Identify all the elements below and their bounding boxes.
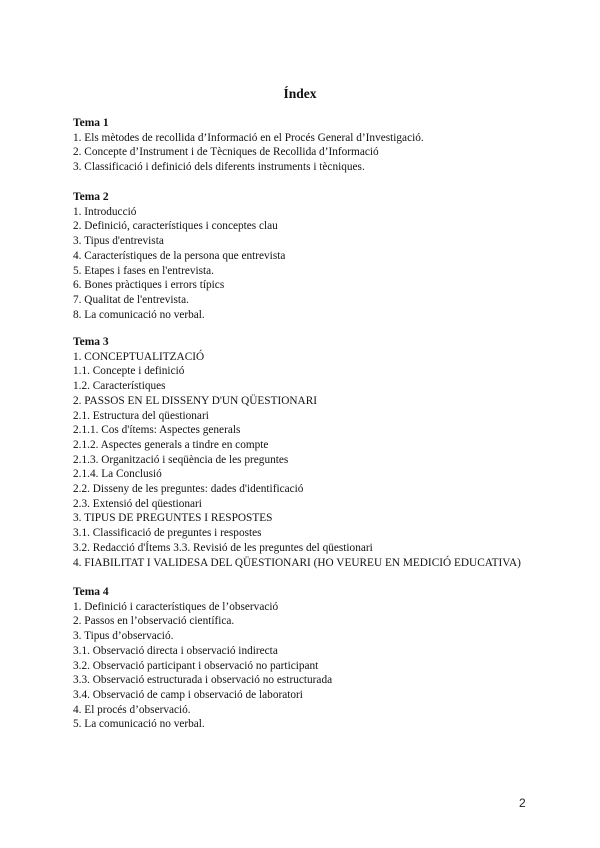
list-item: 1. Definició i característiques de l’observació (73, 600, 279, 613)
item-list (73, 131, 573, 175)
list-item: 3.4. Observació de camp i observació de laboratori (73, 688, 303, 701)
list-item: 2. Passos en l’observació científica. (73, 615, 235, 628)
list-item: 2.2. Disseny de les preguntes: dades d'identificació (73, 483, 304, 496)
list-item: 1.1. Concepte i definició (73, 365, 185, 378)
item-list (73, 350, 573, 571)
section-tema-3 (73, 335, 573, 570)
list-item: 5. Etapes i fases en l'entrevista. (73, 264, 215, 277)
list-item: 1. Els mètodes de recollida d’Informació en el Procés General d’Investigació. (73, 131, 424, 144)
list-item: 7. Qualitat de l'entrevista. (73, 293, 189, 306)
list-item: 1. Introducció (73, 205, 137, 218)
list-item: 2.1.1. Cos d'ítems: Aspectes generals (73, 424, 241, 437)
list-item: 3. Tipus d’observació. (73, 630, 174, 643)
page-title: Índex (283, 86, 317, 101)
item-list (73, 600, 573, 732)
list-item: 2. Concepte d’Instrument i de Tècniques de Recollida d’Informació (73, 146, 379, 159)
list-item: 6. Bones pràctiques i errors típics (73, 279, 225, 292)
section-heading: Tema 4 (73, 586, 109, 598)
list-item: 4. Característiques de la persona que entrevista (73, 249, 286, 262)
page-number: 2 (519, 796, 526, 810)
list-item: 3. TIPUS DE PREGUNTES I RESPOSTES (73, 512, 273, 525)
list-item: 1. CONCEPTUALITZACIÓ (73, 350, 205, 363)
list-item: 4. FIABILITAT I VALIDESA DEL QÜESTIONARI (HO VEUREU EN MEDICIÓ EDUCATIVA) (73, 556, 521, 569)
list-item: 3. Classificació i definició dels diferents instruments i tècniques. (73, 161, 365, 174)
list-item: 2.1.3. Organització i seqüència de les preguntes (73, 453, 289, 466)
list-item: 3.3. Observació estructurada i observació no estructurada (73, 674, 333, 687)
list-item: 3. Tipus d'entrevista (73, 235, 164, 248)
list-item: 2. Definició, característiques i conceptes clau (73, 220, 278, 233)
list-item: 8. La comunicació no verbal. (73, 308, 205, 321)
item-list (73, 205, 573, 323)
list-item: 3.1. Classificació de preguntes i respostes (73, 527, 262, 540)
section-heading: Tema 3 (73, 336, 109, 348)
list-item: 2.3. Extensió del qüestionari (73, 497, 202, 510)
list-item: 3.2. Redacció d'Ítems 3.3. Revisió de les preguntes del qüestionari (73, 541, 373, 554)
list-item: 5. La comunicació no verbal. (73, 718, 205, 731)
section-heading: Tema 1 (73, 117, 109, 129)
list-item: 2.1.4. La Conclusió (73, 468, 162, 481)
list-item: 2. PASSOS EN EL DISSENY D'UN QÜESTIONARI (73, 394, 317, 407)
section-tema-1 (73, 116, 573, 175)
list-item: 4. El procés d’observació. (73, 703, 191, 716)
list-item: 3.2. Observació participant i observació no participant (73, 659, 319, 672)
section-heading: Tema 2 (73, 191, 109, 203)
list-item: 2.1.2. Aspectes generals a tindre en compte (73, 438, 269, 451)
section-tema-4 (73, 585, 573, 732)
list-item: 3.1. Observació directa i observació indirecta (73, 644, 278, 657)
list-item: 2.1. Estructura del qüestionari (73, 409, 209, 422)
section-tema-2 (73, 190, 573, 322)
list-item: 1.2. Característiques (73, 380, 166, 393)
